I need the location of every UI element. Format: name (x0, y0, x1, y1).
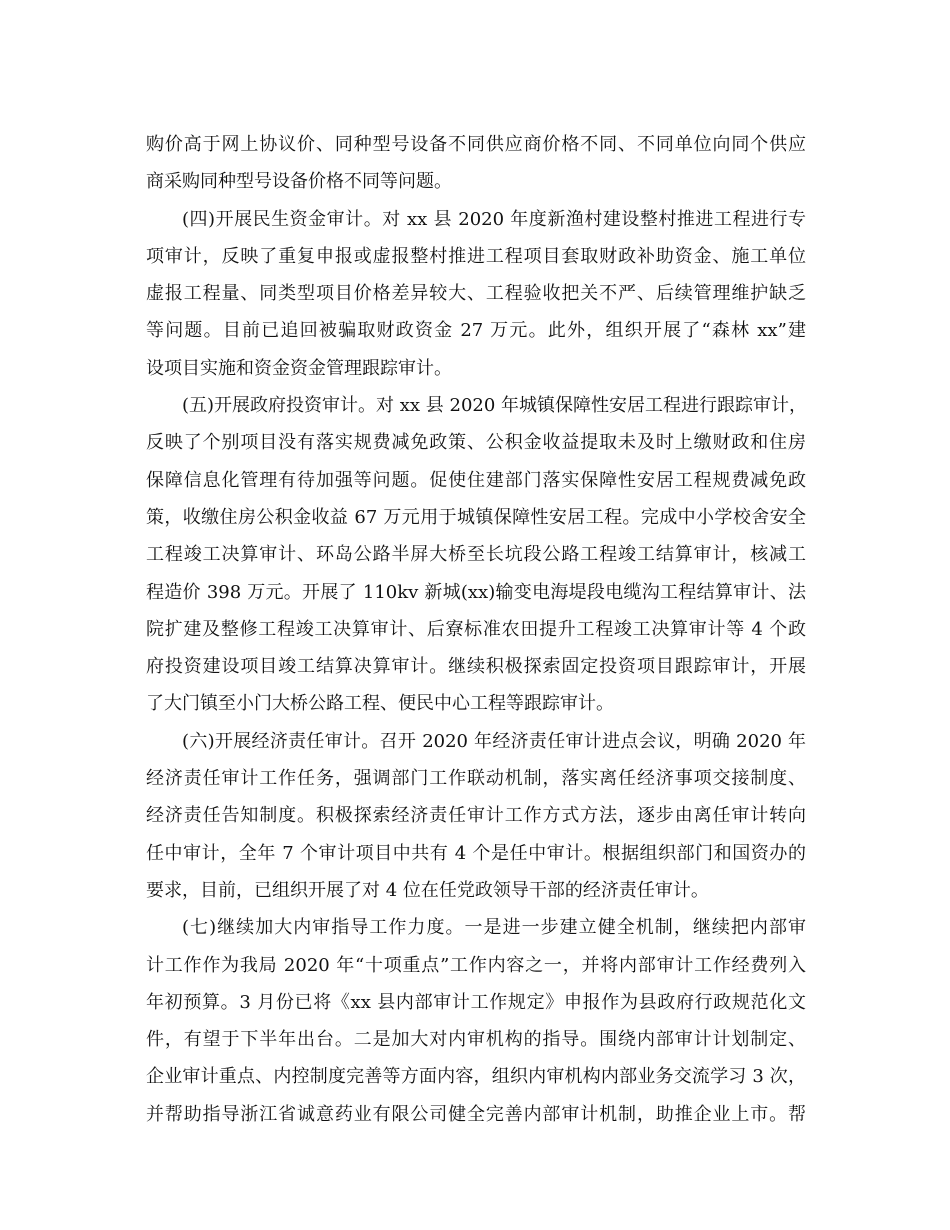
text-line: 设项目实施和资金资金管理跟踪审计。 (146, 357, 452, 379)
text-line: 任中审计，全年 7 个审计项目中共有 4 个是任中审计。根据组织部门和国资办的 (146, 842, 806, 864)
text-line: (五)开展政府投资审计。对 xx 县 2020 年城镇保障性安居工程进行跟踪审计， (182, 395, 808, 417)
text-line: 并帮助指导浙江省诚意药业有限公司健全完善内部审计机制，助推企业上市。帮 (146, 1103, 806, 1125)
text-line: 购价高于网上协议价、同种型号设备不同供应商价格不同、不同单位向同个供应 (146, 134, 806, 155)
text-line: (六)开展经济责任审计。召开 2020 年经济责任审计进点会议，明确 2020 年 (182, 730, 806, 752)
document-body (146, 126, 806, 1133)
text-line: 虚报工程量、同类型项目价格差异较大、工程验收把关不严、后续管理维护缺乏 (146, 283, 806, 305)
text-line: 商采购同种型号设备价格不同等问题。 (146, 171, 452, 193)
text-line: 年初预算。3 月份已将《xx 县内部审计工作规定》申报作为县政府行政规范化文 (146, 991, 806, 1013)
text-line: 等问题。目前已追回被骗取财政资金 27 万元。此外，组织开展了“森林 xx”建 (146, 320, 806, 342)
text-line: 要求，目前，已组织开展了对 4 位在任党政领导干部的经济责任审计。 (146, 879, 709, 901)
text-line: 经济责任告知制度。积极探索经济责任审计工作方式方法，逐步由离任审计转向 (146, 805, 806, 827)
text-line: 策，收缴住房公积金收益 67 万元用于城镇保障性安居工程。完成中小学校舍安全 (146, 506, 806, 528)
text-line: 反映了个别项目没有落实规费减免政策、公积金收益提取未及时上缴财政和住房 (146, 432, 806, 454)
text-line: 经济责任审计工作任务，强调部门工作联动机制，落实离任经济事项交接制度、 (146, 768, 806, 790)
text-line: 件，有望于下半年出台。二是加大对内审机构的指导。围绕内部审计计划制定、 (146, 1029, 806, 1051)
text-line: 府投资建设项目竣工结算决算审计。继续积极探索固定投资项目跟踪审计，开展 (146, 656, 806, 678)
text-line: 了大门镇至小门大桥公路工程、便民中心工程等跟踪审计。 (146, 693, 614, 715)
text-line: (四)开展民生资金审计。对 xx 县 2020 年度新渔村建设整村推进工程进行专 (182, 208, 806, 230)
text-line: 企业审计重点、内控制度完善等方面内容，组织内审机构内部业务交流学习 3 次， (146, 1066, 806, 1088)
text-line: 程造价 398 万元。开展了 110kv 新城(xx)输变电海堤段电缆沟工程结算审计、法 (146, 581, 806, 603)
text-line: (七)继续加大内审指导工作力度。一是进一步建立健全机制，继续把内部审 (182, 917, 806, 939)
text-line: 院扩建及整修工程竣工决算审计、后寮标准农田提升工程竣工决算审计等 4 个政 (146, 618, 806, 640)
text-line: 保障信息化管理有待加强等问题。促使住建部门落实保障性安居工程规费减免政 (146, 469, 806, 491)
text-line: 计工作作为我局 2020 年“十项重点”工作内容之一，并将内部审计工作经费列入 (146, 954, 806, 976)
text-line: 项审计，反映了重复申报或虚报整村推进工程项目套取财政补助资金、施工单位 (146, 245, 806, 267)
text-line: 工程竣工决算审计、环岛公路半屏大桥至长坑段公路工程竣工结算审计，核减工 (146, 544, 806, 566)
